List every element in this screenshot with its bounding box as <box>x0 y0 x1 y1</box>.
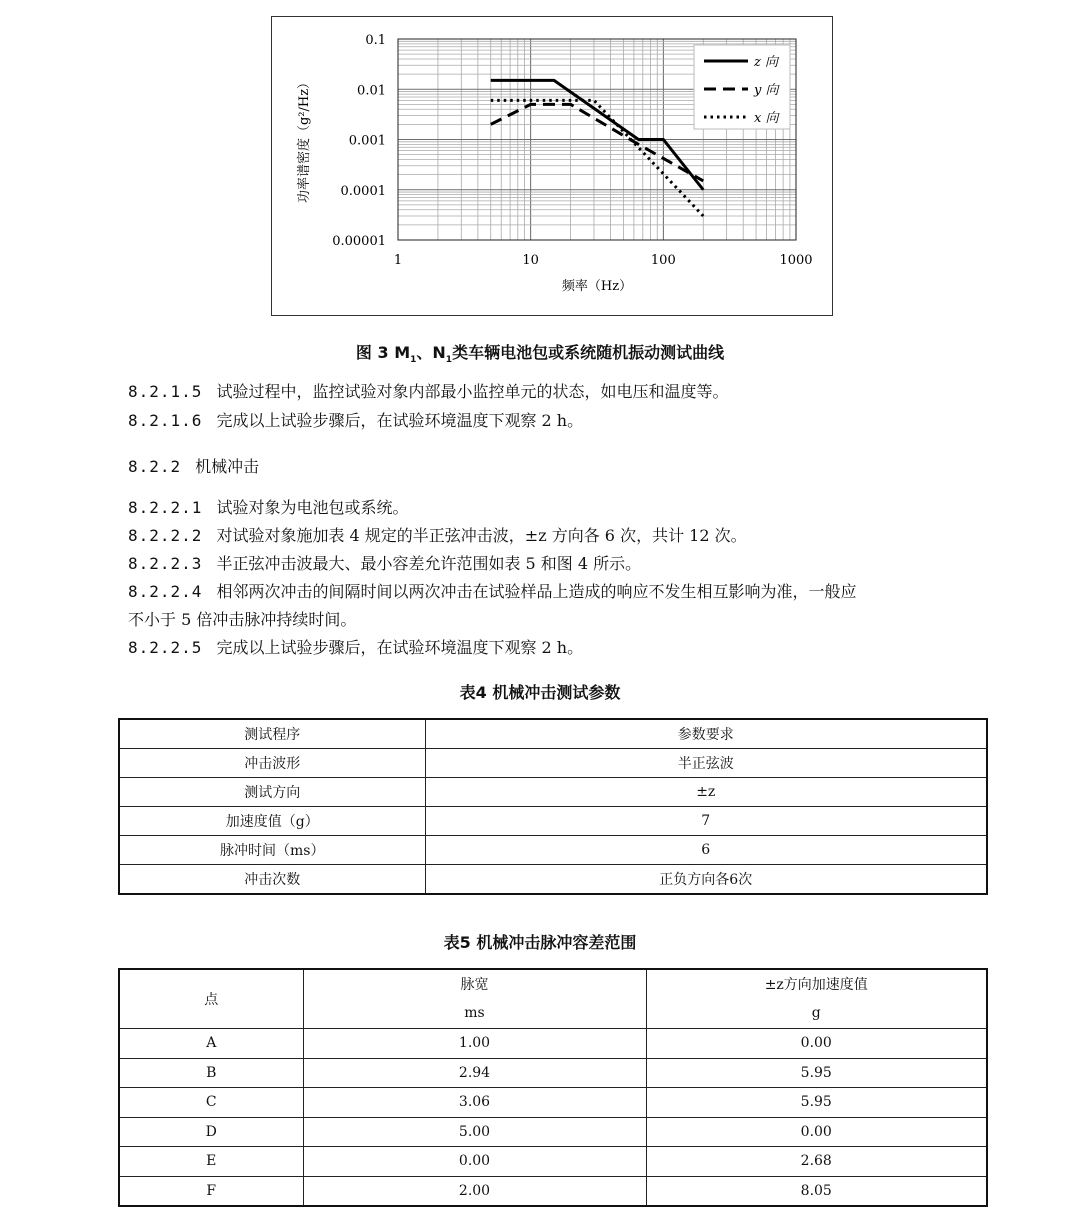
table-cell: 脉冲时间（ms） <box>119 836 425 865</box>
table5 <box>118 968 988 1207</box>
y-axis-label: 功率谱密度（g²/Hz） <box>297 75 312 204</box>
table-cell: 冲击波形 <box>119 749 425 778</box>
legend-entry: x 向 <box>754 111 779 126</box>
table-cell: 2.94 <box>303 1058 646 1088</box>
table-cell: 0.00 <box>646 1117 987 1147</box>
table-row <box>119 778 987 807</box>
table-cell: 5.00 <box>303 1117 646 1147</box>
header-point: 点 <box>119 969 303 1029</box>
x-axis-label: 频率（Hz） <box>561 279 633 294</box>
y-tick-label: 0.001 <box>348 133 386 149</box>
table-cell: 加速度值（g） <box>119 807 425 836</box>
y-tick-label: 0.0001 <box>340 183 386 199</box>
table-cell: F <box>119 1176 303 1206</box>
y-tick-label: 0.1 <box>365 33 386 48</box>
x-tick-label: 100 <box>650 253 676 268</box>
y-tick-label: 0.00001 <box>332 234 386 249</box>
table-cell: A <box>119 1029 303 1059</box>
table-cell: 测试程序 <box>119 719 425 749</box>
table-header-row <box>119 969 987 1029</box>
table-row <box>119 719 987 749</box>
paragraph-8-2-1-6: 8.2.1.6 完成以上试验步骤后，在试验环境温度下观察 2 h。 <box>128 411 584 430</box>
table-cell: 0.00 <box>303 1147 646 1177</box>
table-cell: 2.68 <box>646 1147 987 1177</box>
paragraph-8-2-2-4: 8.2.2.4 相邻两次冲击的间隔时间以两次冲击在试验样品上造成的响应不发生相互影响为准，一般应 <box>128 582 857 601</box>
paragraph-8-2-2-1: 8.2.2.1 试验对象为电池包或系统。 <box>128 498 409 517</box>
table-cell: 2.00 <box>303 1176 646 1206</box>
series-line-dotted <box>491 100 704 216</box>
figure-caption: 图 3 $M_1$、$N_1$类车辆电池包或系统随机振动测试曲线 <box>355 343 725 366</box>
table-cell: 7 <box>425 807 987 836</box>
table4-caption: 表4 机械冲击测试参数 <box>459 683 621 702</box>
table-row <box>119 749 987 778</box>
table-cell: 参数要求 <box>425 719 987 749</box>
table-cell: D <box>119 1117 303 1147</box>
table-row <box>119 865 987 895</box>
table-cell: 正负方向各6次 <box>425 865 987 895</box>
table-row <box>119 1088 987 1118</box>
x-tick-label: 1 <box>393 253 403 268</box>
y-tick-label: 0.01 <box>357 83 386 99</box>
paragraph-8-2-2-2: 8.2.2.2 对试验对象施加表 4 规定的半正弦冲击波，±z 方向各 6 次，共计 12 次。 <box>128 526 747 545</box>
table-row <box>119 836 987 865</box>
psd-chart <box>272 17 832 315</box>
table-row <box>119 1176 987 1206</box>
table-cell: C <box>119 1088 303 1118</box>
table-row <box>119 807 987 836</box>
paragraph-8-2-2-5: 8.2.2.5 完成以上试验步骤后，在试验环境温度下观察 2 h。 <box>128 638 584 657</box>
legend <box>694 45 790 129</box>
psd-chart-figure <box>271 16 833 316</box>
table-cell: 1.00 <box>303 1029 646 1059</box>
table-row <box>119 1117 987 1147</box>
table-row <box>119 1058 987 1088</box>
section-heading: 8.2.2 机械冲击 <box>128 457 260 476</box>
table-cell: B <box>119 1058 303 1088</box>
table-cell: 8.05 <box>646 1176 987 1206</box>
x-tick-label: 1000 <box>779 253 813 268</box>
table-cell: ±z <box>425 778 987 807</box>
table4 <box>118 718 988 895</box>
paragraph-8-2-2-3: 8.2.2.3 半正弦冲击波最大、最小容差允许范围如表 5 和图 4 所示。 <box>128 554 642 573</box>
table-cell: 5.95 <box>646 1058 987 1088</box>
x-tick-label: 10 <box>522 253 539 268</box>
table-cell: 6 <box>425 836 987 865</box>
table-cell: 0.00 <box>646 1029 987 1059</box>
paragraph-8-2-2-4-cont: 不小于 5 倍冲击脉冲持续时间。 <box>128 610 357 629</box>
table5-caption: 表5 机械冲击脉冲容差范围 <box>443 933 637 952</box>
header-pulse-width: 脉宽 ms <box>303 969 646 1029</box>
table-cell: E <box>119 1147 303 1177</box>
table-cell: 3.06 <box>303 1088 646 1118</box>
header-acceleration: ±z方向加速度值 g <box>646 969 987 1029</box>
paragraph-8-2-1-5: 8.2.1.5 试验过程中，监控试验对象内部最小监控单元的状态，如电压和温度等。 <box>128 382 729 401</box>
table-cell: 测试方向 <box>119 778 425 807</box>
legend-entry: y 向 <box>754 83 779 98</box>
table-cell: 冲击次数 <box>119 865 425 895</box>
legend-entry: z 向 <box>754 55 778 70</box>
table-row <box>119 1029 987 1059</box>
table-row <box>119 1147 987 1177</box>
table-cell: 5.95 <box>646 1088 987 1118</box>
table-cell: 半正弦波 <box>425 749 987 778</box>
